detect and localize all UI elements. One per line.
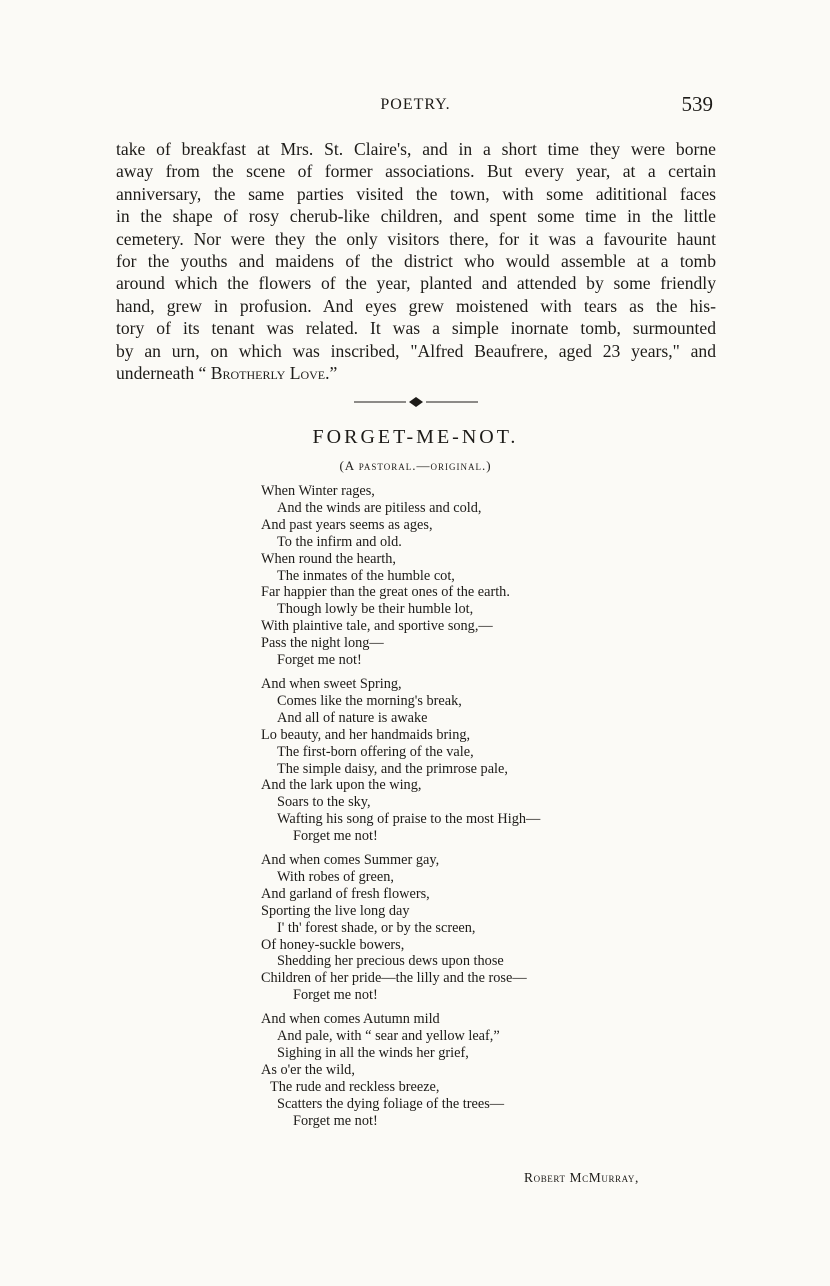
poem-line: Scatters the dying foliage of the trees— <box>277 1095 505 1112</box>
poem-line: And when comes Autumn mild <box>261 1011 440 1028</box>
prose-line: take of breakfast at Mrs. St. Claire's, and in a short time they were borne <box>116 139 716 159</box>
author-signature: Robert McMurray, <box>524 1170 640 1185</box>
poem-line: I' th' forest shade, or by the screen, <box>277 919 476 936</box>
poem-body <box>261 483 681 1137</box>
prose-line: for the youths and maidens of the district who would assemble at a tomb <box>116 251 716 272</box>
poem-line: Though lowly be their humble lot, <box>277 601 474 618</box>
poem-line: And the lark upon the wing, <box>261 777 422 794</box>
poem-line: Forget me not! <box>293 828 378 845</box>
poem-line: Forget me not! <box>293 987 378 1004</box>
poem-line: Pass the night long— <box>261 635 384 652</box>
poem-line: Shedding her precious dews upon those <box>277 953 504 970</box>
section-divider-ornament <box>352 396 480 408</box>
poem-line: And pale, with “ sear and yellow leaf,” <box>277 1028 500 1045</box>
poem-subtitle: (A pastoral.—original.) <box>339 458 492 473</box>
poem-line: The simple daisy, and the primrose pale, <box>277 760 508 777</box>
running-head <box>118 94 713 118</box>
poem-line: Sighing in all the winds her grief, <box>277 1045 469 1061</box>
poem-stanza <box>261 676 681 845</box>
poem-line: And past years seems as ages, <box>261 516 433 533</box>
poem-line: The inmates of the humble cot, <box>277 567 455 584</box>
poem-stanza <box>261 852 681 1004</box>
prose-line: in the shape of rosy cherub-like children, and spent some time in the little <box>116 206 716 227</box>
poem-stanza <box>261 1011 681 1129</box>
prose-line: by an urn, on which was inscribed, "Alfred Beaufrere, aged 23 years," and <box>116 340 716 361</box>
poem-line: With plaintive tale, and sportive song,— <box>261 618 493 635</box>
poem-line: Wafting his song of praise to the most High— <box>277 811 541 828</box>
poem-line: Lo beauty, and her handmaids bring, <box>261 726 471 743</box>
poem-line: The first-born offering of the vale, <box>277 743 474 760</box>
running-title: POETRY. <box>380 96 451 113</box>
prose-line: hand, grew in profusion. And eyes grew moistened with tears as the his- <box>116 295 716 316</box>
brotherly-love-inscription: Brotherly Love. <box>210 363 330 384</box>
prose-final-line: underneath “ Brotherly Love.” <box>116 363 338 384</box>
poem-line: Forget me not! <box>293 1112 378 1129</box>
poem-stanza <box>261 483 681 669</box>
poem-line: Far happier than the great ones of the earth. <box>261 584 510 601</box>
prose-line: away from the scene of former associations. But every year, at a certain <box>116 161 716 182</box>
poem-line: As o'er the wild, <box>261 1061 355 1078</box>
poem-line: To the infirm and old. <box>277 533 402 550</box>
page-number: 539 <box>681 92 713 116</box>
poem-line: Sporting the live long day <box>261 902 410 919</box>
poem-line: When Winter rages, <box>261 483 375 499</box>
poem-line: Children of her pride—the lilly and the rose— <box>261 970 527 987</box>
poem-line: And the winds are pitiless and cold, <box>277 499 482 516</box>
poem-title: FORGET-ME-NOT. <box>312 426 519 448</box>
poem-line: Of honey-suckle bowers, <box>261 936 405 953</box>
poem-line: With robes of green, <box>277 868 394 885</box>
poem-line: Comes like the morning's break, <box>277 692 462 709</box>
poem-line: When round the hearth, <box>261 550 396 567</box>
prose-line: anniversary, the same parties visited the town, with some adititional faces <box>116 183 716 204</box>
poem-line: And all of nature is awake <box>277 709 428 726</box>
prose-paragraph <box>116 138 716 384</box>
prose-line: cemetery. Nor were they the only visitors there, for it was a favourite haunt <box>116 228 716 249</box>
poem-line: And when comes Summer gay, <box>261 852 440 869</box>
prose-line: around which the flowers of the year, planted and attended by some friendly <box>116 273 716 294</box>
poem-line: Soars to the sky, <box>277 794 371 811</box>
poem-line: Forget me not! <box>277 652 362 669</box>
poem-line: And garland of fresh flowers, <box>261 885 430 902</box>
poem-line: And when sweet Spring, <box>261 675 402 692</box>
prose-line: tory of its tenant was related. It was a simple inornate tomb, surmounted <box>116 318 716 339</box>
poem-line: The rude and reckless breeze, <box>270 1078 440 1095</box>
